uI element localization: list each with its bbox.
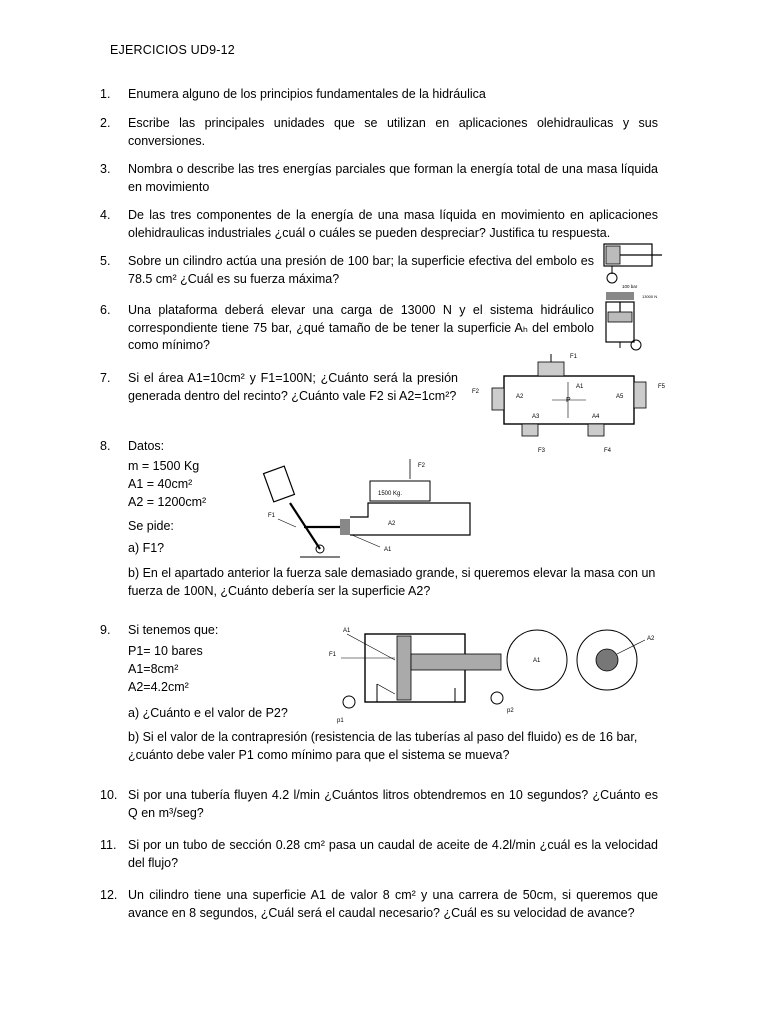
question-number: 4.: [100, 208, 111, 222]
q8-part-a: a) F1?: [128, 541, 165, 555]
label-f3: F3: [538, 448, 546, 454]
question-number: 3.: [100, 162, 111, 176]
question-10: [100, 787, 660, 823]
label-13000-n: 13000 N: [642, 294, 658, 299]
label-p2: p2: [507, 708, 514, 714]
q9-data-1: P1= 10 bares: [128, 644, 203, 658]
label-p1: p1: [337, 718, 344, 724]
circle-label-a2: A2: [647, 636, 655, 642]
pascal-chamber-figure: [468, 350, 668, 460]
label-a3: A3: [532, 414, 540, 420]
question-number: 8.: [100, 439, 111, 453]
question-number: 11.: [100, 838, 117, 852]
question-text: De las tres componentes de la energía de una masa líquida en movimiento en aplicaciones olehidraulicas industriales ¿cuál o cuáles se pueden despreciar? Justifica tu respuesta.: [128, 208, 658, 240]
question-6: [100, 302, 660, 356]
question-text: Un cilindro tiene una superficie A1 de valor 8 cm² y una carrera de 50cm, si queremos que avance en 8 segundos, ¿Cuál será el caudal necesario? ¿Cuál es su velocidad de avance?: [128, 888, 658, 920]
question-text: Si por un tubo de sección 0.28 cm² pasa un caudal de aceite de 4.2l/min ¿cuál es la velocidad del flujo?: [128, 838, 658, 870]
question-text: Si el área A1=10cm² y F1=100N; ¿Cuánto será la presión generada dentro del recinto? ¿Cuánto vale F2 si A2=1cm²?: [128, 371, 458, 403]
question-5: [100, 253, 600, 289]
q9-data-2: A1=8cm²: [128, 662, 179, 676]
question-text: Datos:: [128, 439, 165, 453]
question-text: Una plataforma deberá elevar una carga de 13000 N y el sistema hidráulico correspondiente tiene 75 bar, ¿qué tamaño de be tener la superficie Aₕ del embolo como mínimo?: [128, 303, 594, 352]
question-7: [100, 370, 460, 424]
q8-data-3: A2 = 1200cm²: [128, 495, 207, 509]
q9-part-a: a) ¿Cuánto e el valor de P2?: [128, 706, 288, 720]
label-f5: F5: [658, 384, 666, 390]
label-f1: F1: [329, 652, 337, 658]
label-f2: F2: [472, 389, 480, 395]
page-title: EJERCICIOS UD9-12: [110, 43, 235, 57]
question-text: Nombra o describe las tres energías parciales que forman la energía total de una masa líquida en movimiento: [128, 162, 658, 194]
question-number: 5.: [100, 254, 111, 268]
question-number: 10.: [100, 788, 118, 802]
question-text: Enumera alguno de los principios fundamentales de la hidráulica: [128, 87, 486, 101]
label-100-bar: 100 bar: [622, 284, 638, 289]
question-2: [100, 115, 660, 151]
question-number: 9.: [100, 623, 111, 637]
label-a1: A1: [576, 384, 584, 390]
label-a5: A5: [616, 394, 624, 400]
double-acting-cylinder-figure: [325, 624, 670, 724]
question-number: 6.: [100, 303, 111, 317]
hydraulic-lever-figure: [260, 455, 475, 565]
question-number: 7.: [100, 371, 111, 385]
question-text: Si tenemos que:: [128, 623, 219, 637]
question-text: Si por una tubería fluyen 4.2 l/min ¿Cuántos litros obtendremos en 10 segundos? ¿Cuánto es Q en m³/seg?: [128, 788, 658, 820]
question-number: 1.: [100, 87, 111, 101]
question-number: 2.: [100, 116, 111, 130]
label-mass: 1500 Kg.: [378, 491, 403, 497]
question-text: Sobre un cilindro actúa una presión de 100 bar; la superficie efectiva del embolo es 78.5 cm² ¿Cuál es su fuerza máxima?: [128, 254, 594, 286]
question-3: [100, 161, 660, 197]
circle-label-a1: A1: [533, 658, 541, 664]
label-a2: A2: [388, 521, 396, 527]
question-11: [100, 837, 660, 873]
question-number: 12.: [100, 888, 118, 902]
label-f4: F4: [604, 448, 612, 454]
label-f1: F1: [570, 354, 578, 360]
q8-data-2: A1 = 40cm²: [128, 477, 193, 491]
q8-se-pide: Se pide:: [128, 519, 174, 533]
question-4: [100, 207, 660, 243]
question-text: Escribe las principales unidades que se utilizan en aplicaciones olehidraulicas y sus conversiones.: [128, 116, 658, 148]
question-12: [100, 887, 660, 923]
q9-data-3: A2=4.2cm²: [128, 680, 189, 694]
q9-part-b: b) Si el valor de la contrapresión (resistencia de las tuberías al paso del fluido) es de 16 bar, ¿cuánto debe valer P1 como mínimo para que el sistema se mueva?: [128, 730, 638, 762]
label-a2: A2: [516, 394, 524, 400]
label-a1: A1: [384, 547, 392, 553]
q8-data-1: m = 1500 Kg: [128, 459, 200, 473]
label-f1: F1: [268, 513, 276, 519]
label-p: P: [566, 397, 571, 404]
q8-part-b: b) En el apartado anterior la fuerza sale demasiado grande, si queremos elevar la masa con un fuerza de 100N, ¿Cuánto debería ser la superficie A2?: [128, 566, 656, 598]
label-f2: F2: [418, 463, 426, 469]
label-a1: A1: [343, 628, 351, 634]
label-a4: A4: [592, 414, 600, 420]
